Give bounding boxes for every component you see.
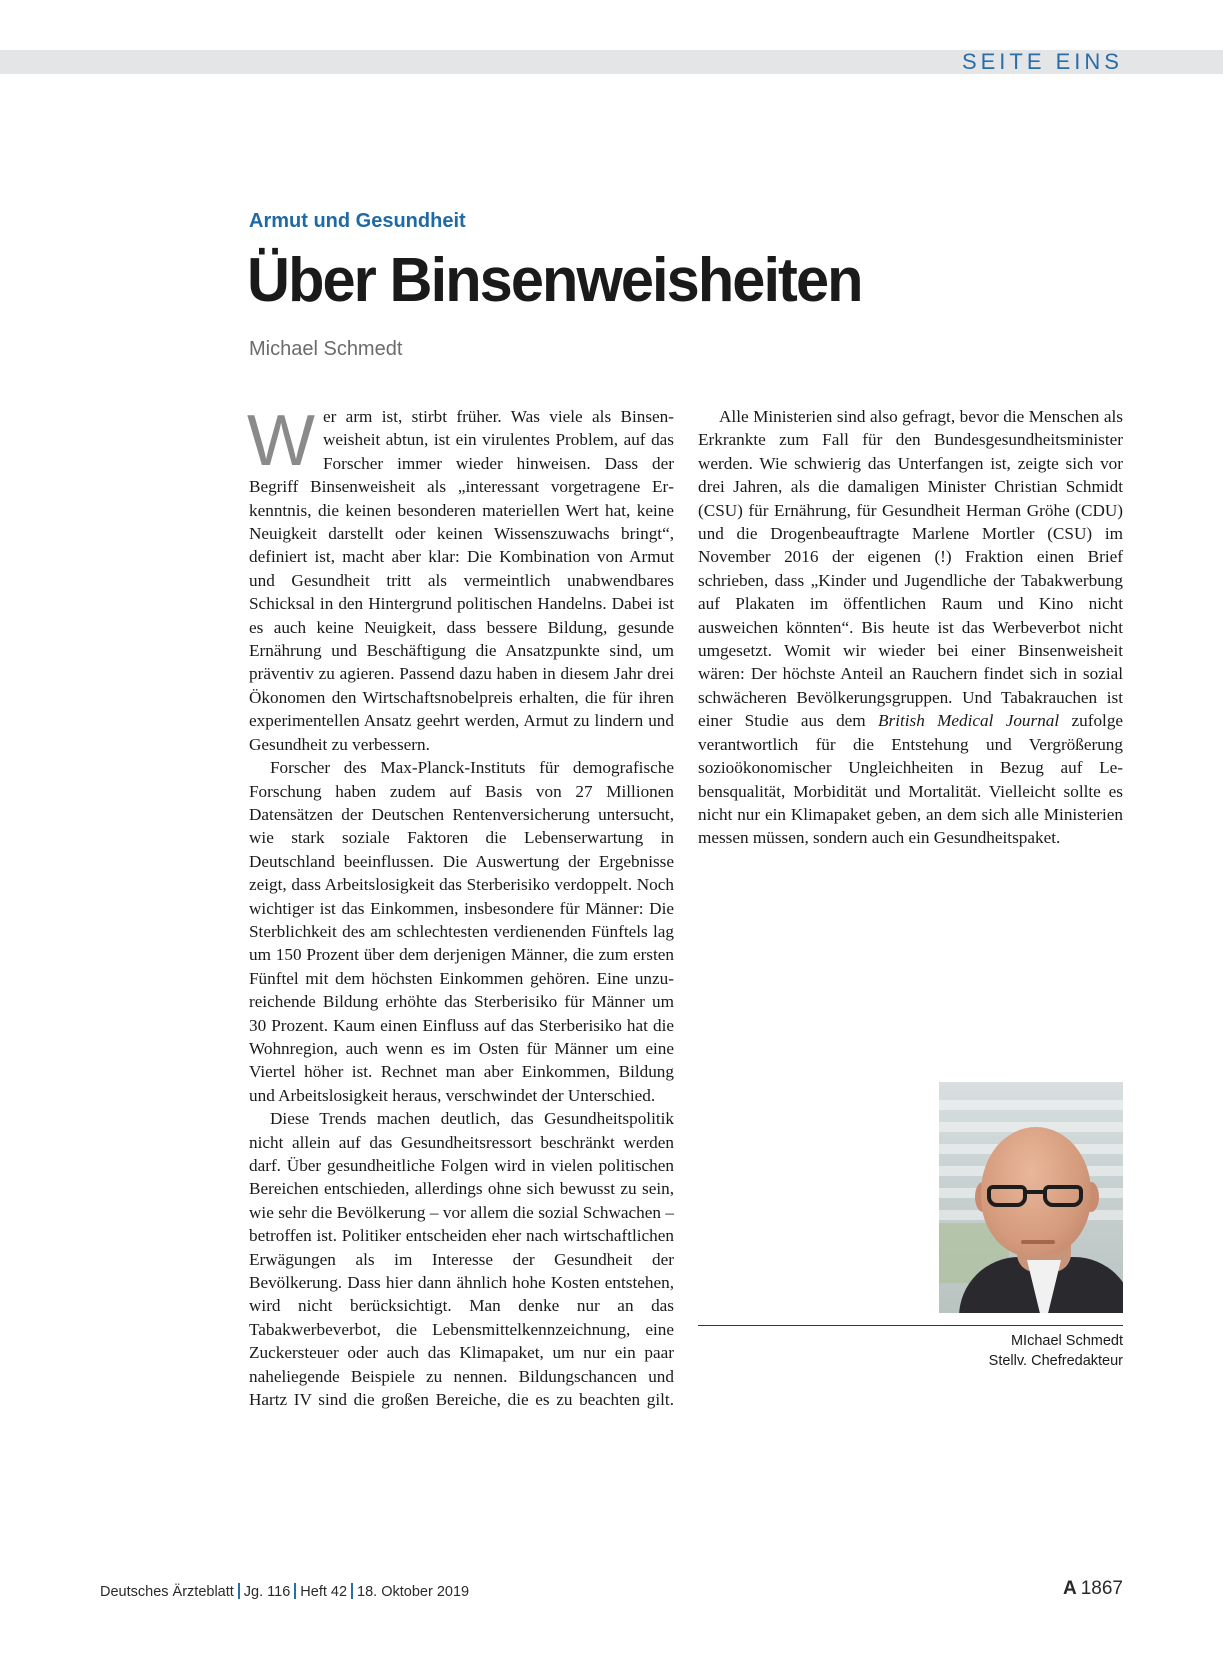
paragraph-text: Alle Ministerien sind also gefragt, bevor die Menschen als Erkrankte zum Fall für den Bundesgesundheitsminister werden. Wie schwierig das Unterfangen ist, zeigte sich vor drei Jahren, als die damaligen Minister Christian Schmidt (CSU) für Ernährung, für Gesundheit Herman Gröhe (CDU) und die Drogenbeauftragte Marlene Mortler (CSU) im November 2016 der eigenen (!) Fraktion einen Brief schrieben, dass „Kinder und Jugendliche der Tabakwerbung auf Plakaten im öffentlichen Raum und Kino nicht ausweichen könnten“. Bis heute ist das Werbeverbot nicht umgesetzt. Womit wir wieder bei einer Binsenweisheit wären: Der höchste Anteil an Rauchern findet sich in sozial schwächeren Bevölkerungsgruppen. Und Tabakrauchen ist einer Studie aus dem bbox=[698, 407, 1123, 731]
article-column-left bbox=[247, 401, 674, 1411]
drop-cap: W bbox=[247, 401, 315, 481]
article-column-right bbox=[698, 405, 1123, 850]
footer-separator bbox=[238, 1583, 240, 1599]
footer-date: 18. Oktober 2019 bbox=[357, 1584, 470, 1600]
section-label: SEITE EINS bbox=[961, 49, 1123, 74]
caption-divider bbox=[698, 1325, 1123, 1326]
journal-citation: British Medical Journal bbox=[878, 711, 1060, 731]
article-kicker: Armut und Gesundheit bbox=[249, 210, 466, 232]
paragraph-text: er arm ist, stirbt früher. Was viele als Binsenweisheit abtun, ist ein virulentes Problem, auf das Forscher immer wieder hinweisen. Dass der Begriff Binsenweisheit als „interessant vorgetragene Erkenntnis, die keinen besonderen materiellen Wert hat, keine Neuigkeit darstellt oder keinen Wissenszuwachs bringt“, definiert ist, macht aber klar: Die Kombination von Armut und Gesundheit tritt als vermeintlich unabwendbares Schicksal in den Hintergrund politischen Handelns. Dabei ist es auch keine Neuigkeit, dass bessere Bildung, gesunde Ernährung und Beschäftigung die Ansatzpunkte sind, um präventiv zu agieren. Passend dazu haben in diesem Jahr drei Ökonomen den Wirtschaftsnobelpreis erhalten, die für ihren experimentellen Ansatz geehrt werden, Armut zu lindern und Gesundheit zu verbessern. bbox=[249, 407, 674, 754]
footer-issue: Heft 42 bbox=[300, 1584, 348, 1600]
caption-role: Stellv. Chefredakteur bbox=[988, 1353, 1123, 1369]
article-paragraph: Forscher des Max-Planck-Instituts für demografische Forschung haben zudem auf Basis von 27 Millionen Datensätzen der Deutschen Rentenversicherung untersucht, wie stark soziale Faktoren die Lebenserwartung in Deutschland beeinflussen. Die Auswertung der Ergebnisse zeigt, dass Arbeitslosigkeit das Sterberisiko verdoppelt. Noch wichtiger ist das Einkommen, insbesondere für Männer: Die Sterblichkeit des am schlechtesten verdienenden Fünftels lag um 150 Prozent über dem derjenigen Männer, die zum ersten Fünftel mit dem höchsten Einkommen gehören. Eine unzureichende Bildung erhöhte das Sterberisiko für Männer um 30 Prozent. Kaum einen Einfluss auf das Sterberisiko hat die Wohnregion, auch wenn es im Osten für Männer um eine Viertel höher ist. Rechnet man aber Einkommen, Bildung und Arbeitslosigkeit heraus, verschwindet der Unterschied. bbox=[249, 758, 674, 1105]
paragraph-text: zufolge verantwortlich für die Entstehung und Vergrößerung sozioökonomischer Ungleichheiten in Bezug auf Lebensqualität, Morbidität und Mortalität. Vielleicht sollte es nicht nur ein Klimapaket geben, an dem sich alle Ministerien messen müssen, sondern auch ein Gesundheitspaket. bbox=[698, 711, 1124, 848]
footer-volume: Jg. 116 bbox=[243, 1584, 291, 1600]
glasses-shape bbox=[987, 1185, 1085, 1209]
article-paragraph bbox=[698, 405, 1123, 850]
footer-separator bbox=[294, 1583, 296, 1599]
page-footer bbox=[100, 1583, 469, 1600]
article-paragraph bbox=[249, 1107, 674, 1411]
article-title: Über Binsenweisheiten bbox=[247, 246, 862, 315]
page-prefix: A bbox=[1062, 1578, 1077, 1599]
footer-journal: Deutsches Ärzteblatt bbox=[100, 1584, 234, 1600]
caption-name: MIchael Schmedt bbox=[1010, 1333, 1123, 1349]
portrait-caption bbox=[989, 1331, 1123, 1371]
footer-separator bbox=[351, 1583, 353, 1599]
article-paragraph bbox=[247, 401, 674, 756]
page-number bbox=[1063, 1578, 1123, 1600]
article-author: Michael Schmedt bbox=[249, 338, 403, 360]
author-portrait bbox=[939, 1082, 1123, 1313]
page-number-value: 1867 bbox=[1080, 1578, 1123, 1599]
paragraph-text: Diese Trends machen deutlich, das Gesundheitspolitik nicht allein auf das Gesundheitsressort beschränkt werden darf. Über gesundheitliche Folgen wird in vielen politischen Bereichen entschieden, allerdings ohne sich bewusst zu sein, wie sehr die Bevölkerung – vor allem die sozial Schwachen – betroffen ist. Politiker entscheiden eher nach wirtschaftlichen Erwägungen als im Interesse der Gesundheit der Bevölkerung. Dass hier dann ähnlich hohe Kosten entstehen, wird nicht berücksichtigt. Man denke nur an das Tabakwerbeverbot, die Lebensmittelkennzeichnung, eine Zuckersteuer oder auch das Klimapaket, um nur ein paar naheliegende Beispiele zu nennen. Bildungschancen und Hartz IV sind die großen Bereiche, die es zu beachten gilt. bbox=[249, 1109, 674, 1410]
